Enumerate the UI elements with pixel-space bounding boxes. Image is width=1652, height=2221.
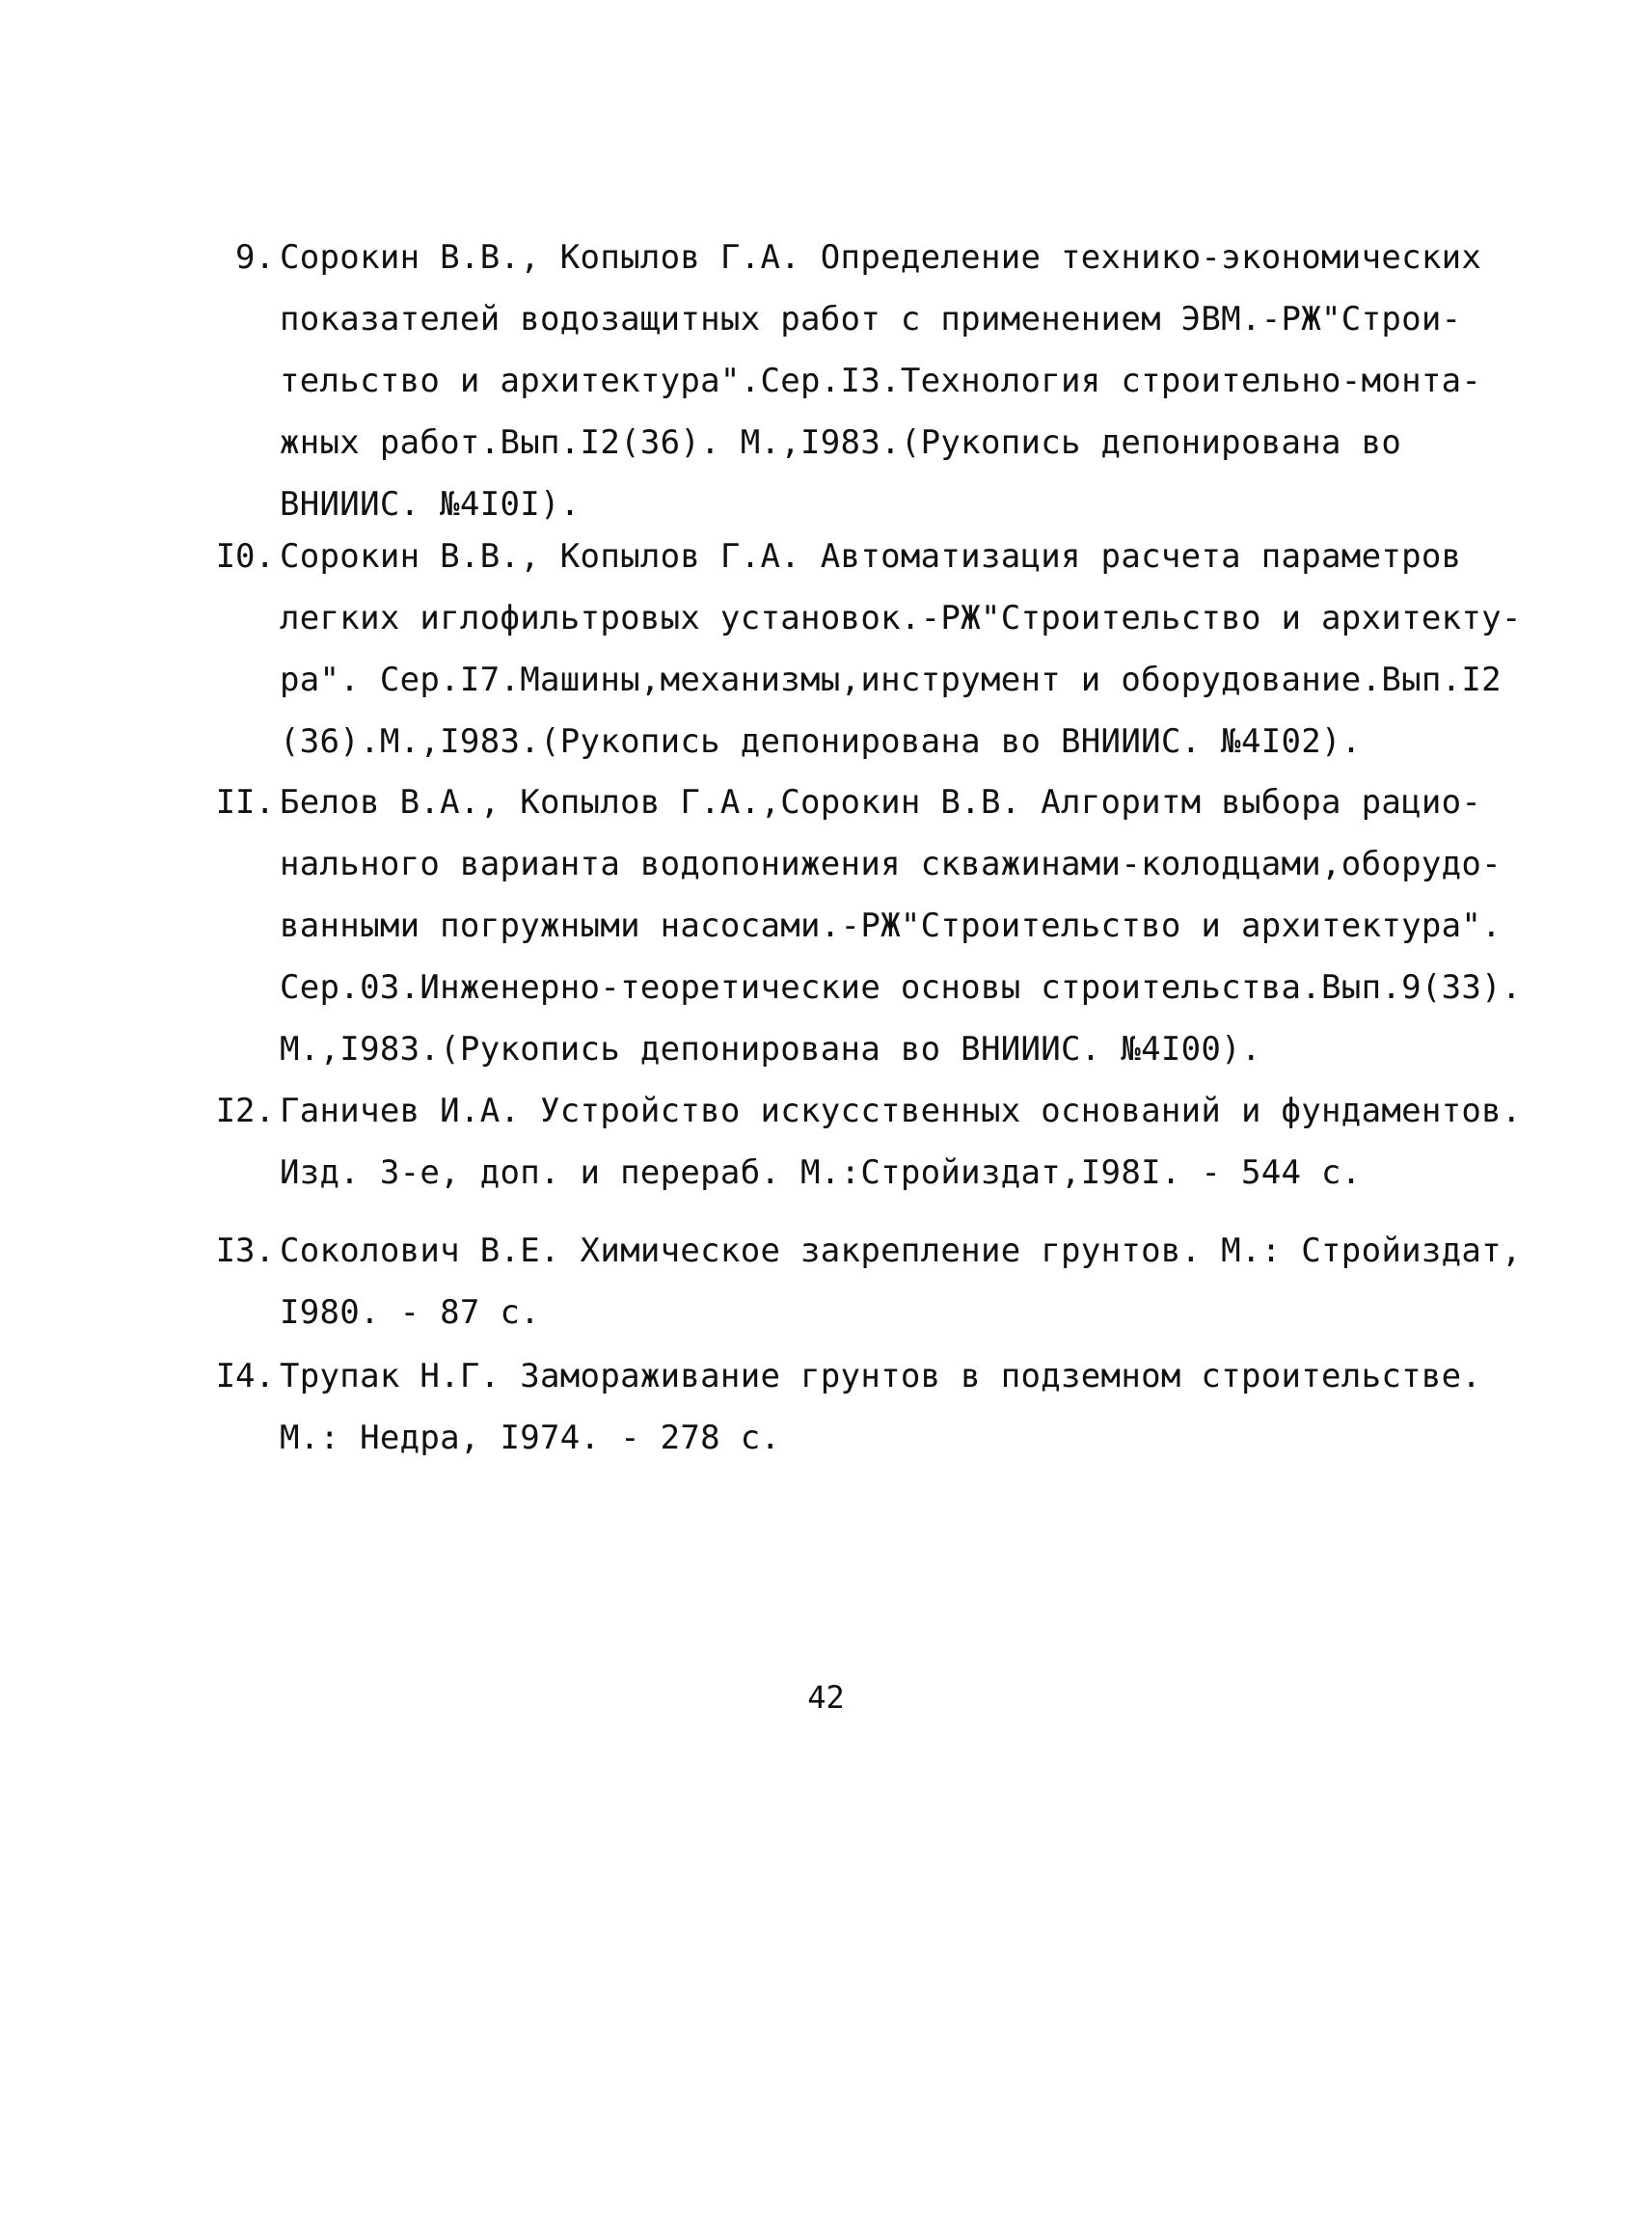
reference-line: Сорокин В.В., Копылов Г.А. Определение технико-экономических (280, 238, 1482, 277)
reference-line: легких иглофильтровых установок.-РЖ"Строительство и архитекту- (280, 599, 1522, 637)
reference-number: I4. (215, 1357, 275, 1395)
page-number: 42 (807, 1679, 845, 1716)
reference-line: показателей водозащитных работ с применением ЭВМ.-РЖ"Строи- (280, 300, 1462, 339)
reference-line: тельство и архитектура".Сер.I3.Технология строительно-монта- (280, 362, 1482, 400)
reference-line: (36).М.,I983.(Рукопись депонирована во ВНИИИС. №4I02). (280, 722, 1362, 761)
reference-line: I980. - 87 с. (280, 1293, 541, 1332)
reference-text (280, 1080, 1522, 1204)
reference-line: Ганичев И.А. Устройство искусственных оснований и фундаментов. (280, 1092, 1522, 1130)
reference-line: жных работ.Вып.I2(36). М.,I983.(Рукопись депонирована во (280, 423, 1402, 462)
reference-line: М.: Недра, I974. - 278 с. (280, 1419, 781, 1457)
reference-number: 9. (235, 238, 275, 277)
reference-line: Сер.03.Инженерно-теоретические основы строительства.Вып.9(33). (280, 968, 1522, 1007)
reference-line: ра". Сер.I7.Машины,механизмы,инструмент и оборудование.Вып.I2 (280, 661, 1502, 699)
reference-line: М.,I983.(Рукопись депонирована во ВНИИИС. №4I00). (280, 1030, 1261, 1069)
reference-line: ВНИИИС. №4I0I). (280, 485, 581, 524)
reference-line: Изд. 3-е, доп. и перераб. М.:Стройиздат,I98I. - 544 с. (280, 1153, 1362, 1192)
reference-number: I3. (215, 1232, 275, 1270)
reference-text (280, 526, 1522, 772)
reference-text (280, 772, 1522, 1080)
reference-line: Сорокин В.В., Копылов Г.А. Автоматизация расчета параметров (280, 537, 1462, 576)
reference-line: Соколович В.Е. Химическое закрепление грунтов. М.: Стройиздат, (280, 1232, 1522, 1270)
reference-number: II. (215, 783, 275, 822)
reference-line: нального варианта водопонижения скважинами-колодцами,оборудо- (280, 845, 1502, 883)
reference-line: Белов В.А., Копылов Г.А.,Сорокин В.В. Алгоритм выбора рацио- (280, 783, 1482, 822)
reference-text (280, 1220, 1522, 1343)
reference-line: Трупак Н.Г. Замораживание грунтов в подземном строительстве. (280, 1357, 1482, 1395)
reference-text (280, 227, 1495, 535)
reference-number: I2. (215, 1092, 275, 1130)
reference-line: ванными погружными насосами.-РЖ"Строительство и архитектура". (280, 907, 1502, 945)
reference-text (280, 1345, 1495, 1469)
reference-number: I0. (215, 537, 275, 576)
